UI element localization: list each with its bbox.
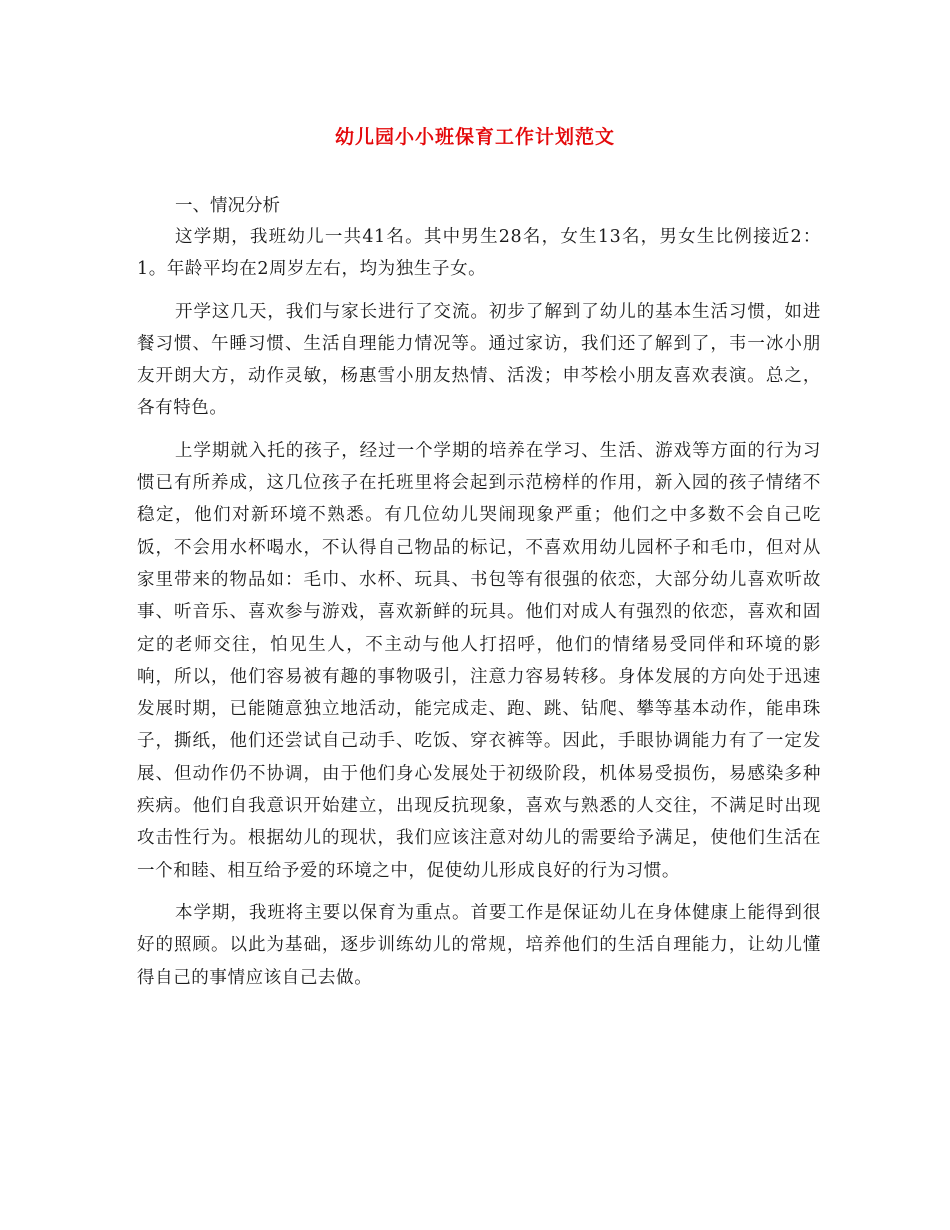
document-body <box>137 192 821 994</box>
section-heading: 一、情况分析 <box>175 196 280 216</box>
document-title: 幼儿园小小班保育工作计划范文 <box>334 126 615 148</box>
paragraph-child-analysis: 上学期就入托的孩子，经过一个学期的培养在学习、生活、游戏等方面的行为习惯已有所养成，这几位孩子在托班里将会起到示范榜样的作用，新入园的孩子情绪不稳定，他们对新环境不熟悉。有几位幼儿哭闹现象严重；他们之中多数不会自己吃饭，不会用水杯喝水，不认得自己物品的标记，不喜欢用幼儿园杯子和毛巾，但对从家里带来的物品如：毛巾、水杯、玩具、书包等有很强的依恋，大部分幼儿喜欢听故事、听音乐、喜欢参与游戏，喜欢新鲜的玩具。他们对成人有强烈的依恋，喜欢和固定的老师交往，怕见生人，不主动与他人打招呼，他们的情绪易受同伴和环境的影响，所以，他们容易被有趣的事物吸引，注意力容易转移。身体发展的方向处于迅速发展时期，已能随意独立地活动，能完成走、跑、跳、钻爬、攀等基本动作，能串珠子，撕纸，他们还尝试自己动手、吃饭、穿衣裤等。因此，手眼协调能力有了一定发展、但动作仍不协调，由于他们身心发展处于初级阶段，机体易受损伤，易感染多种疾病。他们自我意识开始建立，出现反抗现象，喜欢与熟悉的人交往，不满足时出现攻击性行为。根据幼儿的现状，我们应该注意对幼儿的需要给予满足，使他们生活在一个和睦、相互给予爱的环境之中，促使幼儿形成良好的行为习惯。 <box>137 440 821 881</box>
paragraph-class-overview: 这学期，我班幼儿一共41名。其中男生28名，女生13名，男女生比例接近2：1。年龄平均在2周岁左右，均为独生子女。 <box>137 227 821 280</box>
paragraph-parent-communication: 开学这几天，我们与家长进行了交流。初步了解到了幼儿的基本生活习惯，如进餐习惯、午睡习惯、生活自理能力情况等。通过家访，我们还了解到了，韦一冰小朋友开朗大方，动作灵敏，杨惠雪小朋友热情、活泼；申芩桧小朋友喜欢表演。总之，各有特色。 <box>137 301 821 419</box>
paragraph-semester-focus: 本学期，我班将主要以保育为重点。首要工作是保证幼儿在身体健康上能得到很好的照顾。以此为基础，逐步训练幼儿的常规，培养他们的生活自理能力，让幼儿懂得自己的事情应该自己去做。 <box>137 902 821 988</box>
